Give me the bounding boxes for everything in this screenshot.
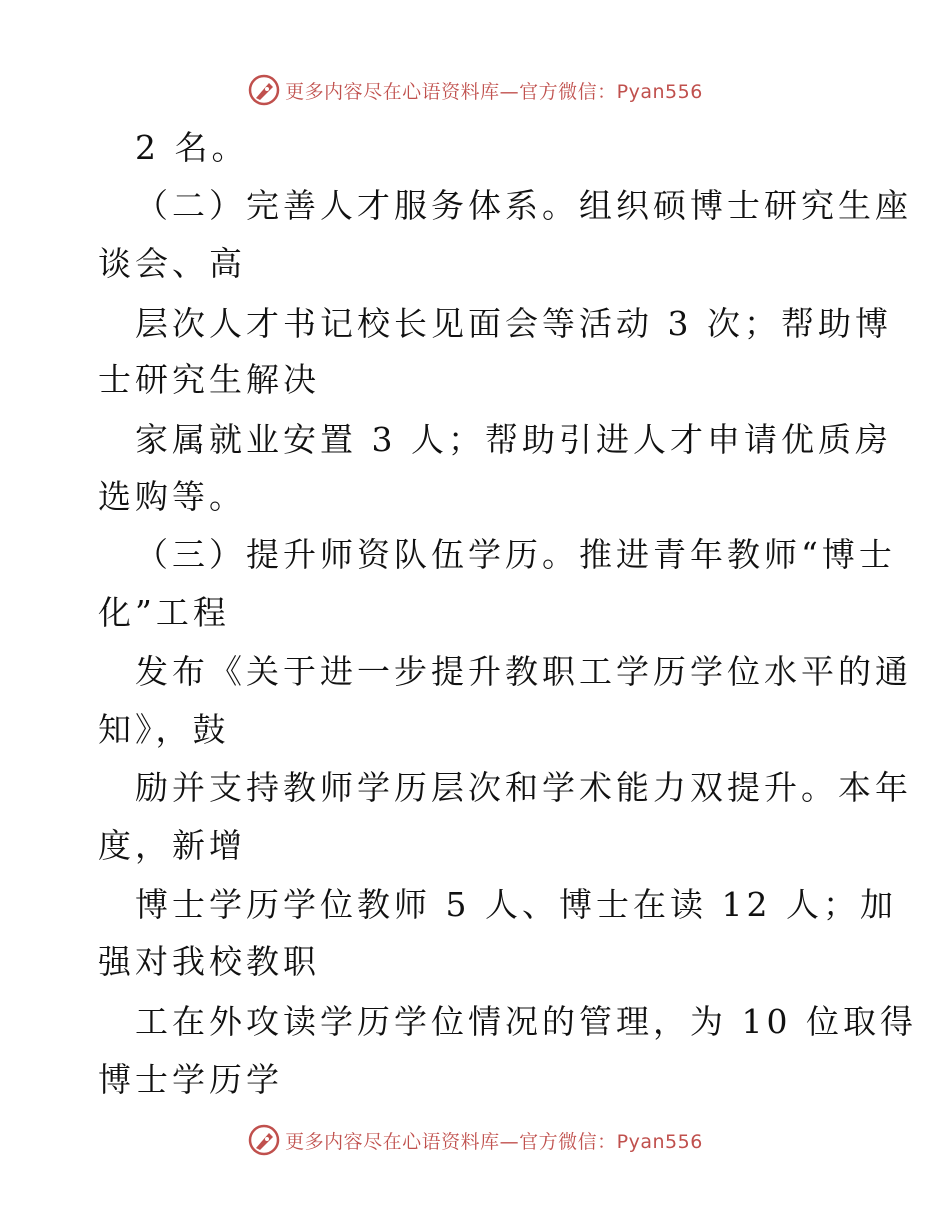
text-line: （三）提升师资队伍学历。推进青年教师“博士: [135, 535, 896, 574]
text-line: （二）完善人才服务体系。组织硕博士研究生座: [135, 186, 912, 225]
text-line: 工在外攻读学历学位情况的管理，为 10 位取得: [135, 1002, 917, 1041]
pen-nib-logo-icon: [247, 1123, 281, 1157]
text-line: 博士学历学位教师 5 人、博士在读 12 人；加: [135, 885, 897, 924]
text-line: 知》，鼓: [98, 710, 230, 749]
text-line: 发布《关于进一步提升教职工学历学位水平的通: [135, 652, 912, 691]
text-line: 士研究生解决: [98, 360, 320, 399]
text-line: 选购等。: [98, 477, 246, 516]
footer-banner: [0, 1120, 950, 1160]
text-line: 谈会、高: [98, 244, 246, 283]
text-line: 层次人才书记校长见面会等活动 3 次；帮助博: [135, 304, 892, 343]
header-banner-text: 更多内容尽在心语资料库—官方微信：Pyan556: [285, 80, 703, 103]
text-line: 化”工程: [98, 593, 230, 632]
footer-banner-text: 更多内容尽在心语资料库—官方微信：Pyan556: [285, 1130, 703, 1153]
text-line: 2 名。: [135, 128, 249, 167]
text-line: 强对我校教职: [98, 942, 320, 981]
text-line: 家属就业安置 3 人；帮助引进人才申请优质房: [135, 420, 892, 459]
text-line: 励并支持教师学历层次和学术能力双提升。本年: [135, 768, 912, 807]
text-line: 度，新增: [98, 826, 246, 865]
text-line: 博士学历学: [98, 1060, 283, 1099]
